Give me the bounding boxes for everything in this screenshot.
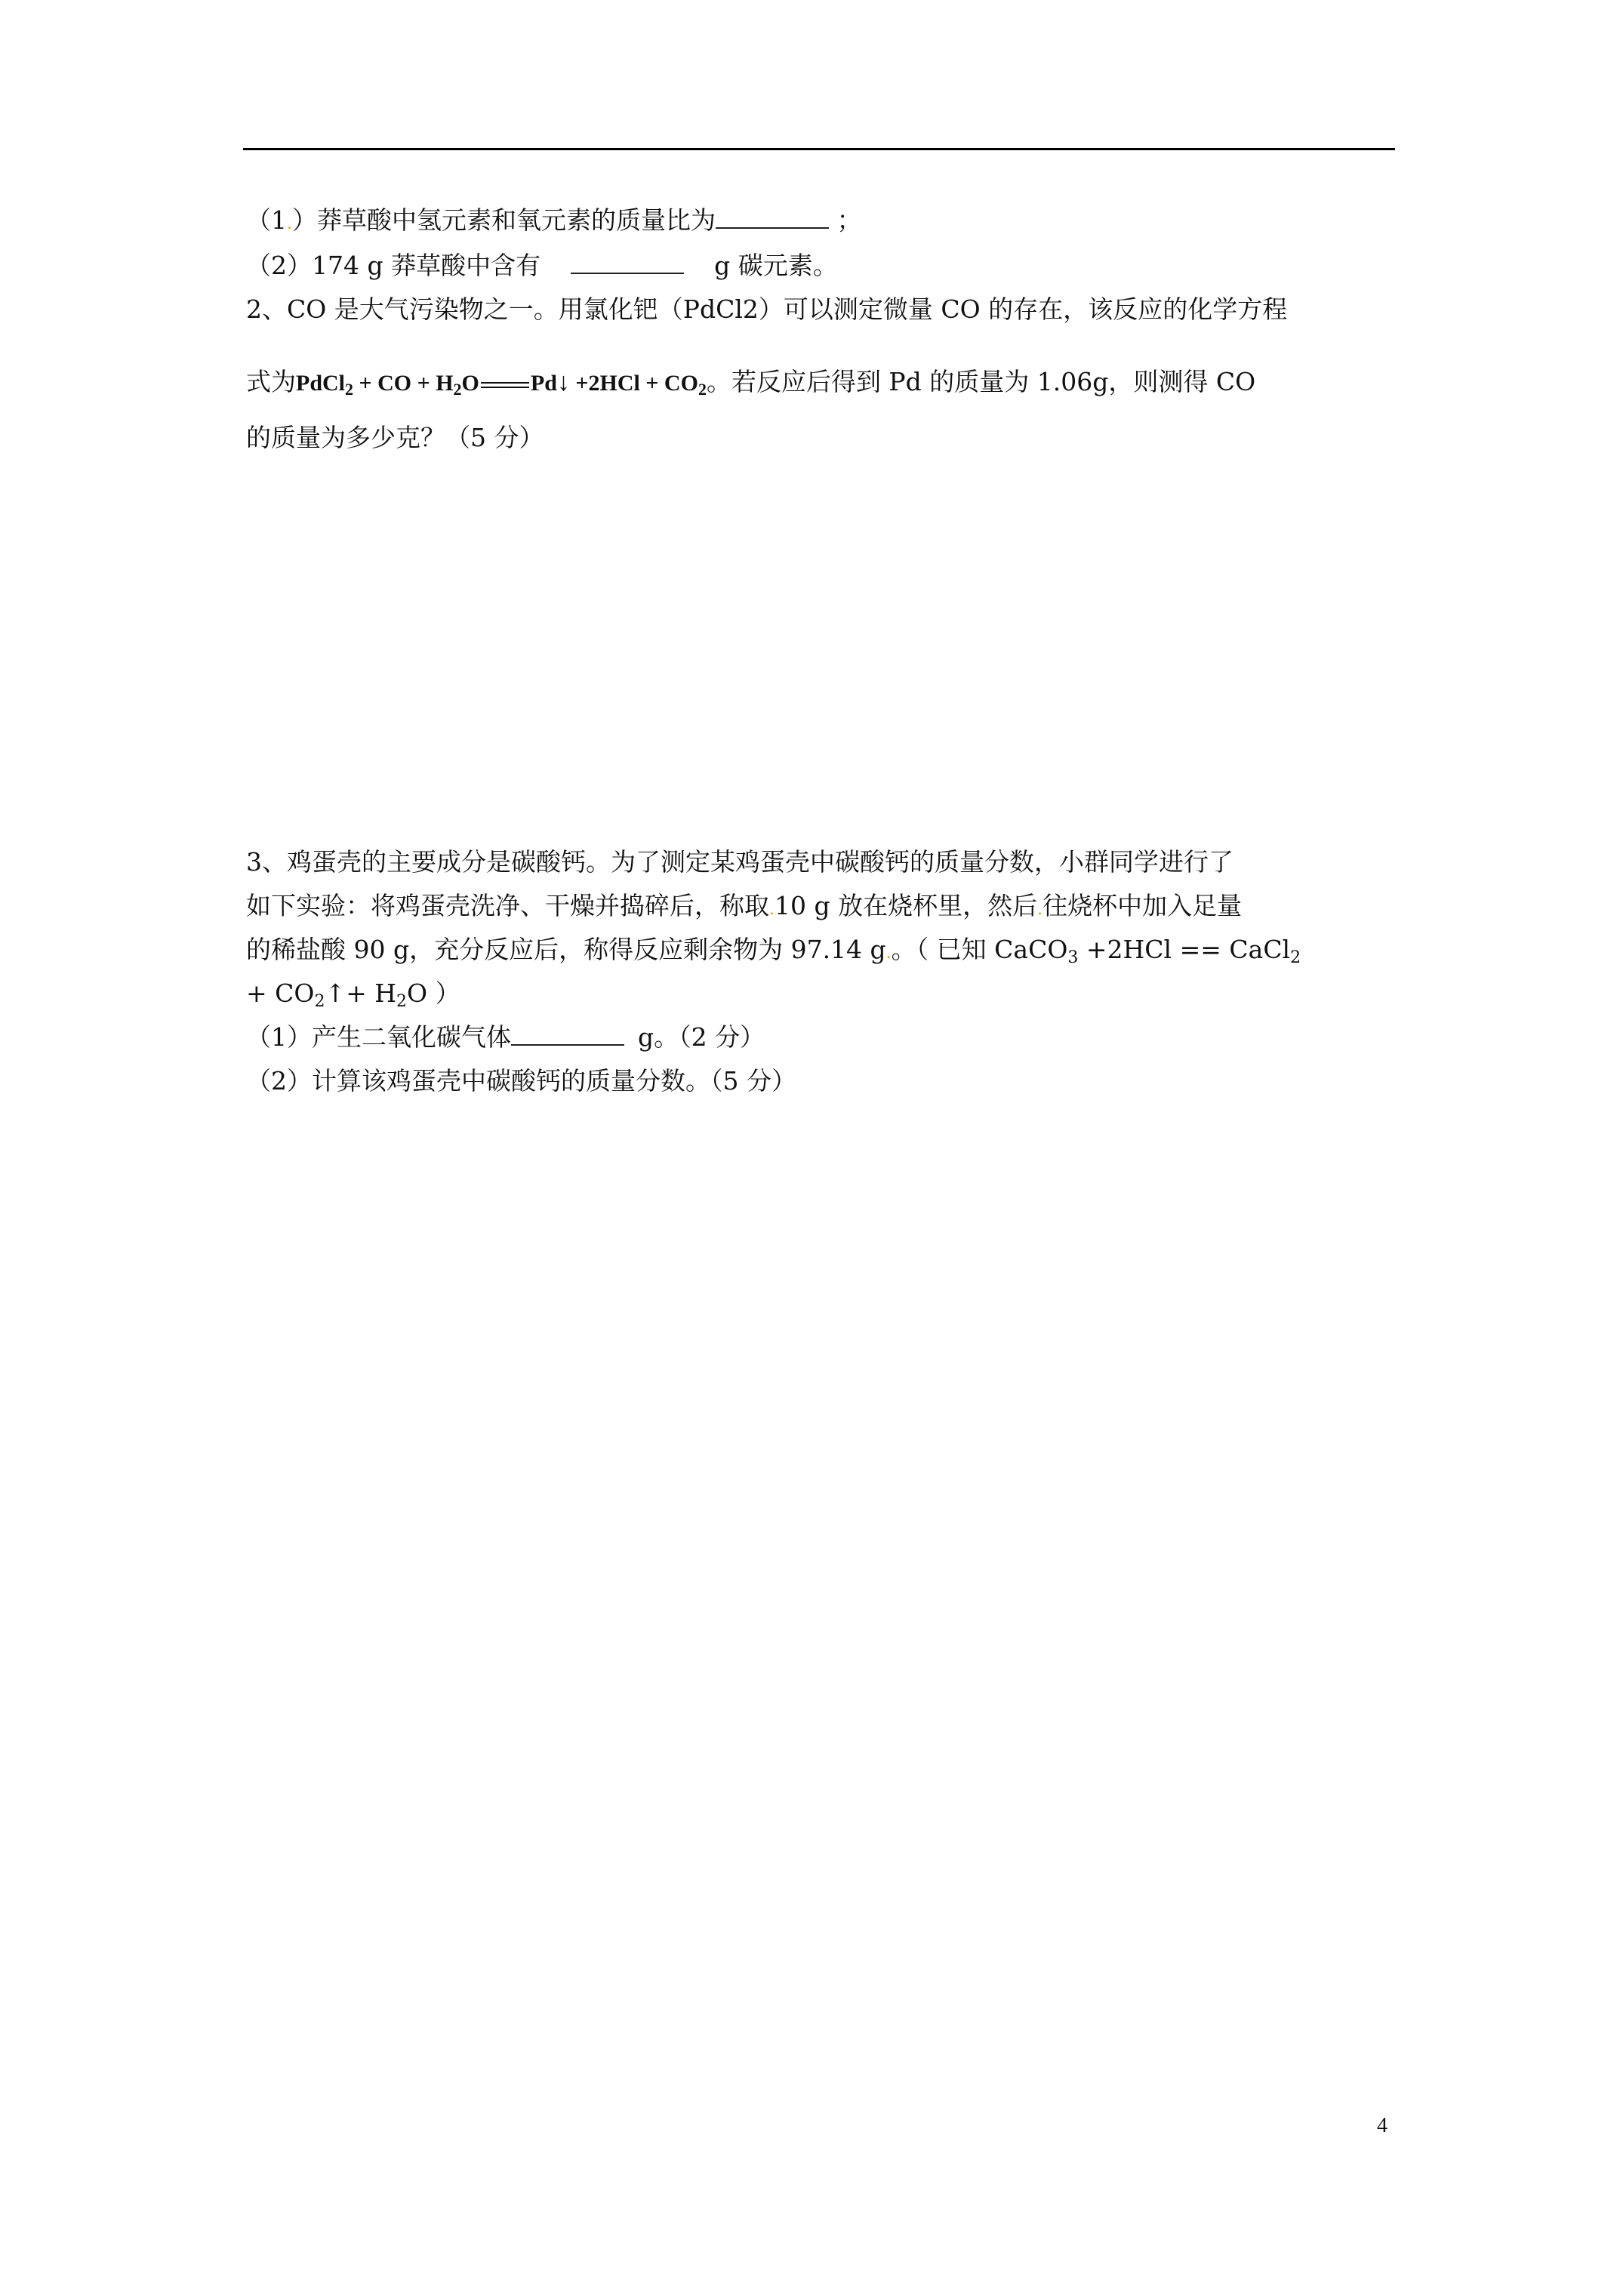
q2-line2: 式为PdCl$_2$ + CO + $H_2O$ Pd↓ $+2HCl + CO_2$。若反应后得到 Pd 的质量为 1.06g，则测得 CO	[246, 367, 1256, 399]
up-arrow-icon: ↑	[325, 978, 346, 1008]
q2-line1: 2、CO 是大气污染物之一。用氯化钯（PdCl2）可以测定微量 CO 的存在，该反应的化学方程	[246, 294, 1288, 324]
answer-blank[interactable]	[571, 250, 684, 274]
q3-part2: （2）计算该鸡蛋壳中碳酸钙的质量分数。（5 分）	[246, 1066, 796, 1096]
q1-part1: （1.）莽草酸中氢元素和氧元素的质量比为 ；	[246, 205, 862, 235]
down-arrow-icon: ↓	[556, 368, 570, 396]
equals-bar	[481, 382, 529, 388]
q3-line4: + $CO_2↑+ H_2O$ ）	[246, 978, 460, 1011]
answer-blank[interactable]	[716, 205, 829, 229]
q3-line2: 如下实验：将鸡蛋壳洗净、干燥并捣碎后，称取.10 g 放在烧杯里，然后.往烧杯中加入足量	[246, 891, 1243, 920]
stray-mark: .	[1037, 900, 1043, 919]
q3-part1: （1）产生二氧化碳气体 g。（2 分）	[246, 1022, 765, 1052]
q1-part2: （2）174 g 莽草酸中含有 g 碳元素。	[246, 251, 838, 280]
q3-line1: 3、鸡蛋壳的主要成分是碳酸钙。为了测定某鸡蛋壳中碳酸钙的质量分数，小群同学进行了	[246, 847, 1233, 877]
page-number: 4	[1377, 2114, 1387, 2137]
answer-blank[interactable]	[511, 1022, 624, 1046]
stray-mark: .	[885, 944, 892, 963]
header-rule	[243, 148, 1395, 150]
q2-line3: 的质量为多少克？（5 分）	[246, 423, 544, 452]
q3-line3: 的稀盐酸 90 g，充分反应后，称得反应剩余物为 97.14 g.。（ 已知 CaCO$_3$ +2HCl == CaCl$_2$	[246, 935, 1301, 967]
stray-mark: .	[287, 214, 292, 233]
chemical-equation: PdCl$_2$ + CO + $H_2O$ Pd↓ $+2HCl + CO_2$	[296, 368, 707, 399]
stray-mark: .	[769, 900, 775, 919]
